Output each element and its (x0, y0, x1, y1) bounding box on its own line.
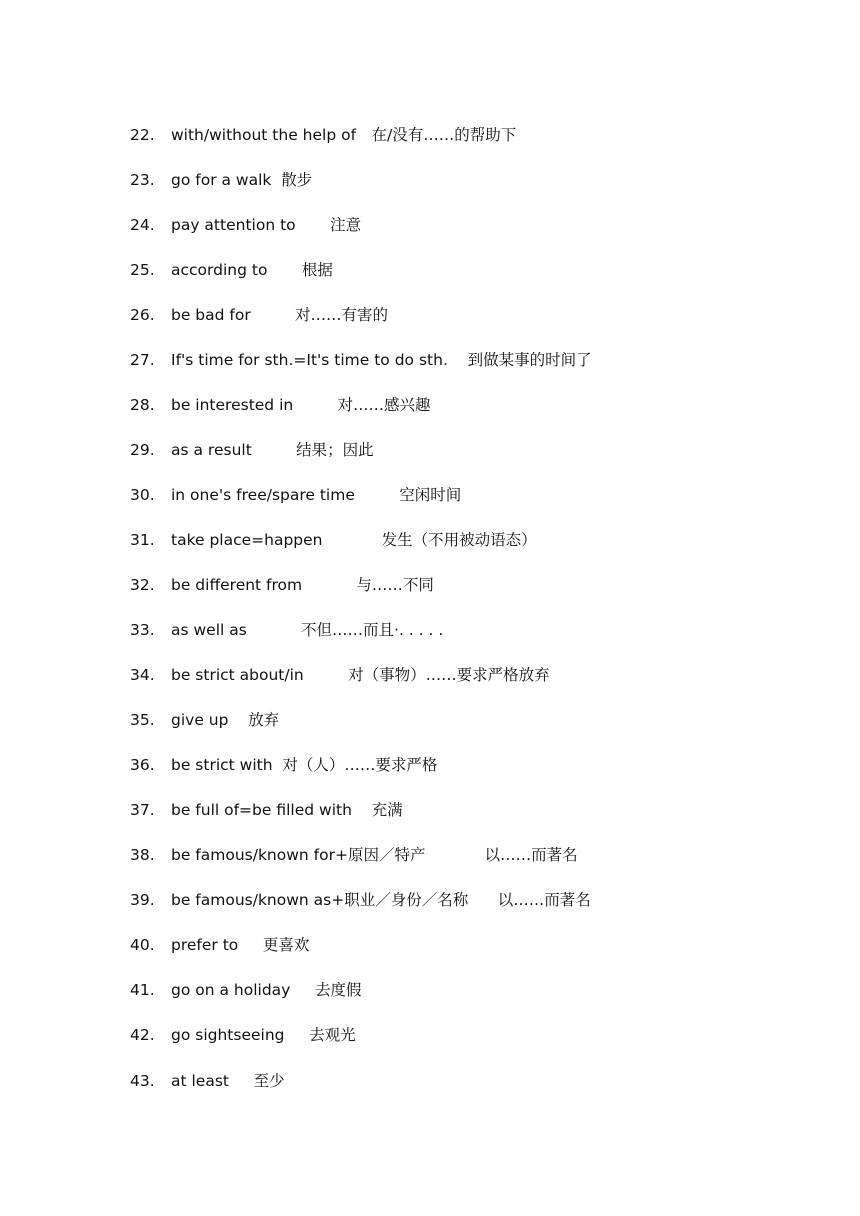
item-text: prefer to 更喜欢 (171, 936, 310, 955)
item-text: be interested in 对……感兴趣 (171, 395, 431, 414)
item-number: 37. (130, 801, 155, 820)
list-item (130, 788, 820, 833)
item-number: 32. (130, 575, 155, 594)
item-number: 35. (130, 711, 155, 730)
list-item (130, 562, 820, 607)
list-item (130, 337, 820, 382)
item-text: give up 放弃 (171, 711, 280, 730)
item-number: 36. (130, 756, 155, 775)
item-text: as a result 结果；因此 (171, 440, 374, 459)
item-text: as well as 不但……而且·. . . . . (171, 621, 444, 640)
list-item (130, 608, 820, 653)
item-text: be full of=be filled with 充满 (171, 801, 403, 820)
list-item (130, 382, 820, 427)
item-number: 28. (130, 395, 155, 414)
item-text: go for a walk 散步 (171, 170, 313, 189)
item-number: 42. (130, 1026, 155, 1045)
item-number: 38. (130, 846, 155, 865)
item-text: go sightseeing 去观光 (171, 1026, 356, 1045)
list-item (130, 427, 820, 472)
item-text: in one's free/spare time 空闲时间 (171, 485, 462, 504)
item-text: go on a holiday 去度假 (171, 981, 362, 1000)
item-number: 27. (130, 350, 155, 369)
item-number: 24. (130, 215, 155, 234)
item-text: take place=happen 发生（不用被动语态） (171, 530, 537, 549)
item-number: 30. (130, 485, 155, 504)
phrase-list (130, 112, 820, 1103)
item-text: be different from 与……不同 (171, 575, 434, 594)
item-number: 25. (130, 260, 155, 279)
item-number: 31. (130, 530, 155, 549)
item-number: 23. (130, 170, 155, 189)
item-text: If's time for sth.=It's time to do sth. 到做某事的时间了 (171, 350, 592, 369)
item-number: 39. (130, 891, 155, 910)
list-item (130, 247, 820, 292)
list-item (130, 472, 820, 517)
item-text: be bad for 对……有害的 (171, 305, 389, 324)
item-text: be famous/known as+职业／身份／名称 以……而著名 (171, 891, 591, 910)
list-item (130, 968, 820, 1013)
list-item (130, 292, 820, 337)
item-text: with/without the help of 在/没有……的帮助下 (171, 125, 517, 144)
item-number: 33. (130, 621, 155, 640)
item-text: according to 根据 (171, 260, 333, 279)
item-text: be strict about/in 对（事物）……要求严格放弃 (171, 666, 550, 685)
list-item (130, 202, 820, 247)
list-item (130, 653, 820, 698)
item-number: 34. (130, 666, 155, 685)
item-number: 40. (130, 936, 155, 955)
list-item (130, 833, 820, 878)
list-item (130, 698, 820, 743)
item-number: 26. (130, 305, 155, 324)
item-text: be strict with 对（人）……要求严格 (171, 756, 438, 775)
list-item (130, 878, 820, 923)
list-item (130, 1013, 820, 1058)
item-number: 41. (130, 981, 155, 1000)
item-number: 29. (130, 440, 155, 459)
list-item (130, 1058, 820, 1103)
list-item (130, 157, 820, 202)
list-item (130, 743, 820, 788)
list-item (130, 112, 820, 157)
list-item (130, 517, 820, 562)
item-text: at least 至少 (171, 1071, 285, 1090)
item-text: pay attention to 注意 (171, 215, 362, 234)
list-item (130, 923, 820, 968)
item-number: 43. (130, 1071, 155, 1090)
item-text: be famous/known for+原因／特产 以……而著名 (171, 846, 578, 865)
item-number: 22. (130, 125, 155, 144)
